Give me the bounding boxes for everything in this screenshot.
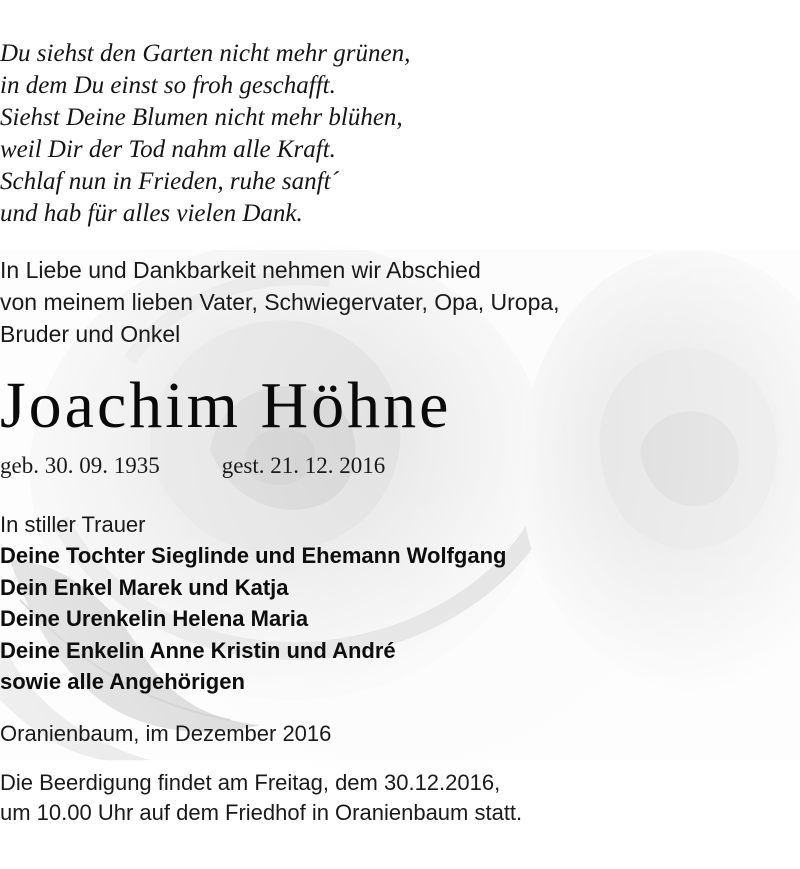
funeral-line: Die Beerdigung findet am Freitag, dem 30.12.2016,: [0, 770, 501, 795]
life-dates: [0, 451, 800, 481]
mourning-heading: In stiller Trauer: [0, 512, 146, 537]
death-date: gest. 21. 12. 2016: [221, 453, 386, 478]
mourners-list: [0, 540, 800, 698]
intro-line: In Liebe und Dankbarkeit nehmen wir Abschied: [0, 257, 481, 283]
poem-line: Du siehst den Garten nicht mehr grünen,: [0, 40, 411, 67]
birth-date: geb. 30. 09. 1935: [0, 453, 160, 478]
mourner-line: sowie alle Angehörigen: [0, 669, 245, 694]
poem-line: weil Dir der Tod nahm alle Kraft.: [0, 136, 336, 163]
funeral-line: um 10.00 Uhr auf dem Friedhof in Oranienbaum statt.: [0, 800, 523, 825]
intro-line: von meinem lieben Vater, Schwiegervater, Opa, Uropa,: [0, 289, 560, 315]
mourner-line: Deine Tochter Sieglinde und Ehemann Wolfgang: [0, 543, 507, 568]
poem-line: Schlaf nun in Frieden, ruhe sanft´: [0, 168, 339, 195]
mourner-line: Dein Enkel Marek und Katja: [0, 574, 289, 600]
funeral-info: [0, 768, 800, 828]
place-and-date: Oranienbaum, im Dezember 2016: [0, 721, 332, 746]
deceased-name: Joachim Höhne: [0, 369, 452, 442]
poem-line: Siehst Deine Blumen nicht mehr blühen,: [0, 104, 403, 131]
mourner-line: Deine Urenkelin Helena Maria: [0, 606, 309, 631]
poem: [0, 38, 800, 230]
intro-line: Bruder und Onkel: [0, 321, 181, 347]
poem-line: und hab für alles vielen Dank.: [0, 200, 303, 227]
farewell-intro: [0, 254, 800, 350]
poem-line: in dem Du einst so froh geschafft.: [0, 72, 336, 99]
mourner-line: Deine Enkelin Anne Kristin und André: [0, 637, 396, 663]
